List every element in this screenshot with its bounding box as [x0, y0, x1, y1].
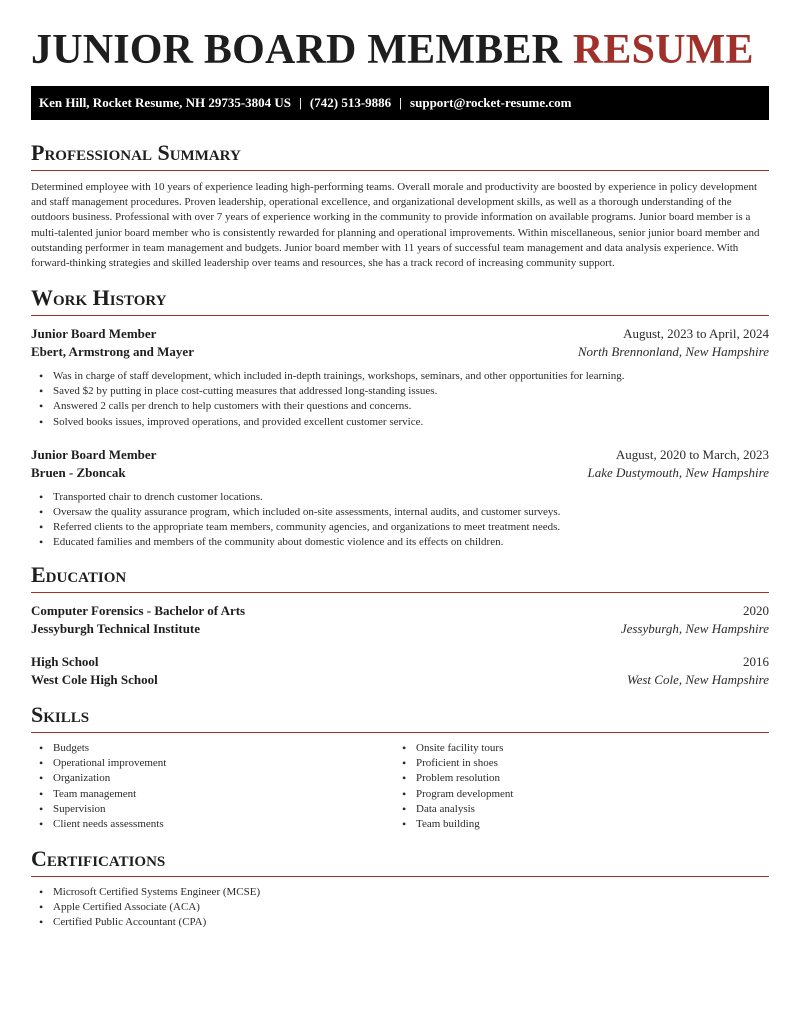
skills-list-left — [31, 741, 394, 832]
work-history-section — [31, 286, 769, 551]
job-bullets — [31, 369, 769, 430]
list-item: • Proficient in shoes — [394, 756, 757, 771]
education-year: 2020 — [743, 603, 769, 618]
list-item: • Operational improvement — [31, 756, 394, 771]
list-item: • Certified Public Accountant (CPA) — [31, 915, 769, 930]
list-item: • Was in charge of staff development, which included in-depth trainings, workshops, seminars, and other opportunities for learning. — [31, 369, 769, 384]
list-item: • Program development — [394, 787, 757, 802]
job-title: Junior Board Member — [31, 326, 157, 341]
education-header-row — [31, 653, 769, 671]
education-year: 2016 — [743, 654, 769, 669]
title-accent: RESUME — [572, 27, 754, 73]
work-history-heading: Work History — [31, 286, 769, 316]
job-dates: August, 2020 to March, 2023 — [615, 446, 769, 462]
list-item: • Supervision — [31, 802, 394, 817]
list-item: • Onsite facility tours — [394, 741, 757, 756]
title-main: JUNIOR BOARD MEMBER — [31, 27, 563, 73]
job-header-row — [31, 446, 769, 464]
summary-section — [31, 141, 769, 271]
education-entry — [31, 602, 769, 638]
contact-email[interactable]: support@rocket-resume.com — [410, 95, 572, 110]
list-item: • Apple Certified Associate (ACA) — [31, 900, 769, 915]
job-bullets — [31, 490, 769, 551]
education-section — [31, 563, 769, 689]
certifications-heading: Certifications — [31, 847, 769, 877]
skills-section — [31, 703, 769, 832]
education-degree: High School — [31, 654, 99, 669]
list-item: • Solved books issues, improved operations, and provided excellent customer service. — [31, 415, 769, 430]
education-header-row — [31, 602, 769, 620]
job-company-row — [31, 464, 769, 482]
education-school-row — [31, 671, 769, 689]
list-item: • Transported chair to drench customer locations. — [31, 490, 769, 505]
education-school: Jessyburgh Technical Institute — [31, 621, 201, 636]
contact-separator: | — [299, 95, 302, 110]
job-location: Lake Dustymouth, New Hampshire — [587, 464, 769, 480]
education-school-row — [31, 620, 769, 638]
list-item: • Team management — [31, 787, 394, 802]
list-item: • Client needs assessments — [31, 817, 394, 832]
contact-bar — [31, 86, 769, 120]
certifications-section — [31, 847, 769, 931]
job-title: Junior Board Member — [31, 446, 157, 462]
job-entry — [31, 325, 769, 430]
job-entry — [31, 446, 769, 551]
list-item: • Organization — [31, 771, 394, 786]
list-item: • Problem resolution — [394, 771, 757, 786]
certifications-list — [31, 885, 769, 931]
contact-address: Ken Hill, Rocket Resume, NH 29735-3804 US — [39, 95, 292, 110]
education-heading: Education — [31, 563, 769, 593]
job-location: North Brennonland, New Hampshire — [577, 344, 769, 359]
list-item: • Microsoft Certified Systems Engineer (MCSE) — [31, 885, 769, 900]
summary-heading: Professional Summary — [31, 141, 769, 171]
education-degree: Computer Forensics - Bachelor of Arts — [31, 603, 246, 618]
skills-columns — [31, 741, 769, 832]
job-company: Ebert, Armstrong and Mayer — [31, 344, 194, 359]
list-item: • Team building — [394, 817, 757, 832]
list-item: • Saved $2 by putting in place cost-cutting measures that addressed long-standing issues. — [31, 384, 769, 399]
list-item: • Oversaw the quality assurance program, which included on-site assessments, internal audits, and customer surveys. — [31, 505, 769, 520]
job-company: Bruen - Zboncak — [31, 464, 126, 480]
list-item: • Answered 2 calls per drench to help customers with their questions and concerns. — [31, 399, 769, 414]
list-item: • Data analysis — [394, 802, 757, 817]
resume-title — [31, 26, 754, 74]
skills-list-right — [394, 741, 757, 832]
job-dates: August, 2023 to April, 2024 — [623, 326, 769, 341]
job-company-row — [31, 343, 769, 361]
contact-phone: (742) 513-9886 — [309, 95, 392, 110]
contact-separator: | — [399, 95, 403, 110]
skills-heading: Skills — [31, 703, 769, 733]
list-item: • Referred clients to the appropriate team members, community agencies, and organizations to meet treatment needs. — [31, 520, 769, 535]
education-location: Jessyburgh, New Hampshire — [620, 621, 769, 636]
education-entry — [31, 653, 769, 689]
list-item: • Budgets — [31, 741, 394, 756]
job-header-row — [31, 325, 769, 343]
list-item: • Educated families and members of the community about domestic violence and its effects on children. — [31, 535, 769, 550]
education-location: West Cole, New Hampshire — [626, 672, 769, 687]
education-school: West Cole High School — [31, 672, 158, 687]
summary-text: Determined employee with 10 years of experience leading high-performing teams. Overall morale and productivity are boosted by experience in policy development and staff management procedures. Proven leadership, operational excellence, and organizational development skills, as well as a thorough understanding of the outdoors business. Professional with over 7 years of experience working in the community to provide information on available programs. Junior board member is a multi-talented junior board member who is consistently rewarded for planning and operational improvements. Within miscellaneous, senior junior board member and outstanding performer in team management and budgets. Junior board member with 11 years of successful team management and data analysis experience. With forward-thinking strategies and skilled leadership over teams and resources, she has a track record of increasing community support. — [31, 181, 760, 270]
